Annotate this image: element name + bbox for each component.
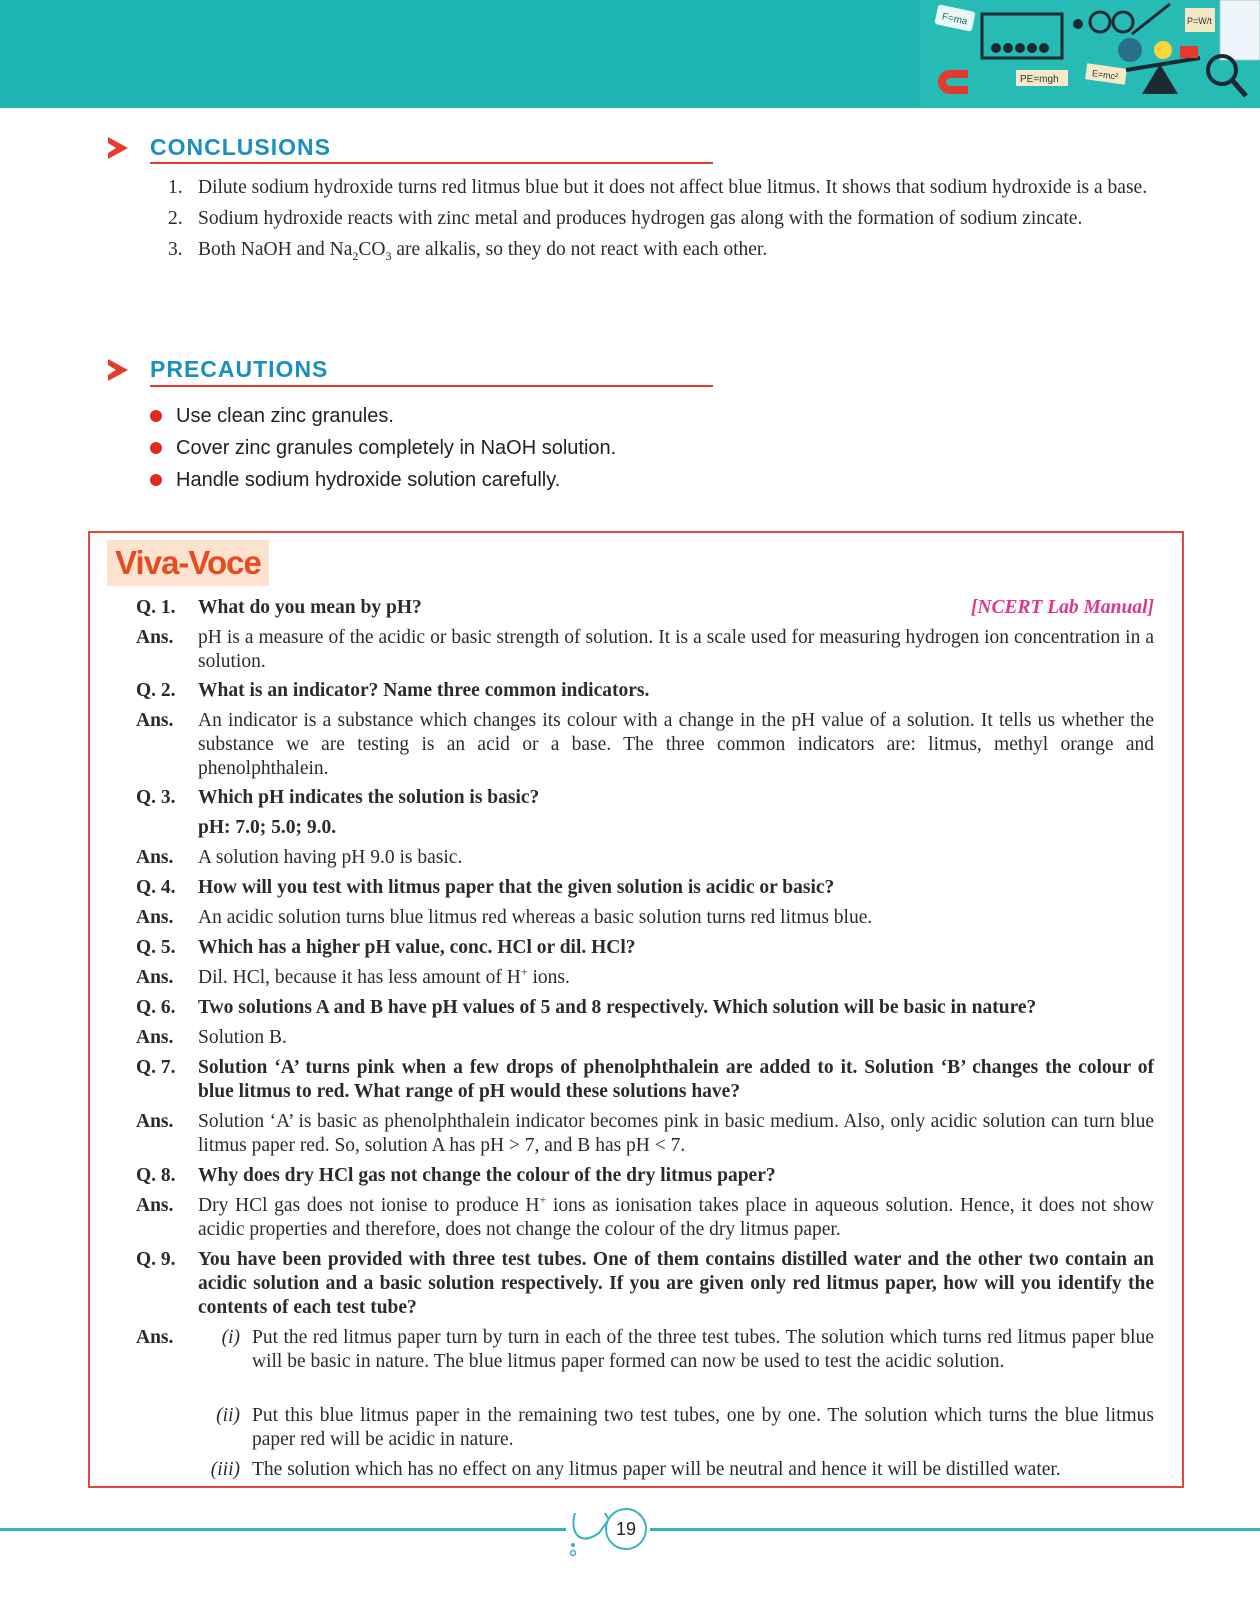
formula-pwt: P=W/t — [1187, 16, 1212, 26]
formula-pemgh: PE=mgh — [1020, 74, 1059, 85]
answer-9-part: (ii) Put this blue litmus paper in the remaining two test tubes, one by one. The solution which turns the blue litmus paper red will be acidic in nature. — [216, 1405, 1154, 1450]
answer-2: Ans. An indicator is a substance which changes its colour with a change in the pH value of a solution. It tells us whether the substance we are testing is an acid or a base. The three common indicators are: litmus, methyl orange and phenolphthalein. — [136, 710, 1154, 779]
answer-9-part: (iii) The solution which has no effect on any litmus paper will be neutral and hence it will be distilled water. — [210, 1459, 1061, 1480]
precautions-list — [150, 400, 616, 496]
question-2: Q. 2. What is an indicator? Name three common indicators. — [136, 680, 650, 701]
answer-5: Ans. Dil. HCl, because it has less amount of H+ ions. — [136, 964, 570, 988]
bullet-icon — [150, 410, 162, 422]
answer-1: Ans. pH is a measure of the acidic or basic strength of solution. It is a scale used for measuring hydrogen ion concentration in a solution. — [136, 627, 1154, 672]
header-banner — [0, 0, 1260, 108]
arrow-bullet-icon — [108, 137, 128, 159]
list-item: 1. Dilute sodium hydroxide turns red litmus blue but it does not affect blue litmus. It shows that sodium hydroxide is a base. — [168, 177, 1148, 198]
bullet-icon — [150, 442, 162, 454]
list-item: Cover zinc granules completely in NaOH solution. — [150, 432, 616, 464]
conclusions-heading — [108, 134, 331, 161]
question-7: Q. 7. Solution ‘A’ turns pink when a few drops of phenolphthalein are added to it. Solution ‘B’ changes the colour of blue litmus to red. What range of pH would these solutions have? — [136, 1057, 1154, 1102]
question-6: Q. 6. Two solutions A and B have pH values of 5 and 8 respectively. Which solution will be basic in nature? — [136, 997, 1037, 1018]
science-illustration-icon — [920, 0, 1260, 108]
answer-3: Ans. A solution having pH 9.0 is basic. — [136, 847, 463, 868]
ncert-reference: [NCERT Lab Manual] — [970, 597, 1154, 618]
page-number: 19 — [605, 1508, 647, 1550]
footer-rule-left — [0, 1528, 566, 1531]
bullet-icon — [150, 474, 162, 486]
viva-voce-title: Viva-Voce — [107, 540, 269, 586]
question-8: Q. 8. Why does dry HCl gas not change the colour of the dry litmus paper? — [136, 1165, 776, 1186]
formula-fma: F=ma — [940, 11, 969, 28]
footer-rule-right — [650, 1528, 1260, 1531]
answer-6: Ans. Solution B. — [136, 1027, 287, 1048]
answer-8: Ans. Dry HCl gas does not ionise to produce H+ ions as ionisation takes place in aqueous solution. Hence, it does not show acidic properties and therefore, does not change the colour of the dry litmus paper. — [136, 1192, 1154, 1240]
precautions-heading — [108, 356, 328, 383]
list-item: Use clean zinc granules. — [150, 400, 616, 432]
conclusions-divider — [150, 162, 713, 164]
precautions-title: PRECAUTIONS — [150, 356, 329, 382]
precautions-divider — [150, 385, 713, 387]
question-5: Q. 5. Which has a higher pH value, conc. HCl or dil. HCl? — [136, 937, 636, 958]
list-item: Handle sodium hydroxide solution carefully. — [150, 464, 616, 496]
list-item: 2. Sodium hydroxide reacts with zinc metal and produces hydrogen gas along with the formation of sodium zincate. — [168, 208, 1083, 229]
conclusions-title: CONCLUSIONS — [150, 134, 331, 160]
answer-4: Ans. An acidic solution turns blue litmus red whereas a basic solution turns red litmus blue. — [136, 907, 873, 928]
question-9: Q. 9. You have been provided with three test tubes. One of them contains distilled water and the other two contain an acidic solution and a basic solution respectively. If you are given only red litmus paper, how will you identify the contents of each test tube? — [136, 1249, 1154, 1318]
question-1: Q. 1. [NCERT Lab Manual] What do you mean by pH? — [136, 597, 1154, 618]
question-3: Q. 3. Which pH indicates the solution is basic? pH: 7.0; 5.0; 9.0. — [136, 787, 540, 838]
answer-9-part: (i) Put the red litmus paper turn by turn in each of the three test tubes. The solution which turns red litmus paper blue will be basic in nature. The blue litmus paper formed can now be used to test the acidic solution. — [221, 1327, 1154, 1372]
list-item: 3. Both NaOH and $Na_2CO_3$ are alkalis, so they do not react with each other. — [168, 239, 768, 263]
formula-emc2: E=mc² — [1091, 68, 1119, 82]
arrow-bullet-icon — [108, 359, 128, 381]
answer-7: Ans. Solution ‘A’ is basic as phenolphthalein indicator becomes pink in basic medium. Also, only acidic solution can turn blue litmus paper red. So, solution A has pH > 7, and B has pH < 7. — [136, 1111, 1154, 1156]
conclusions-list — [160, 176, 1154, 269]
question-4: Q. 4. How will you test with litmus paper that the given solution is acidic or basic? — [136, 877, 835, 898]
